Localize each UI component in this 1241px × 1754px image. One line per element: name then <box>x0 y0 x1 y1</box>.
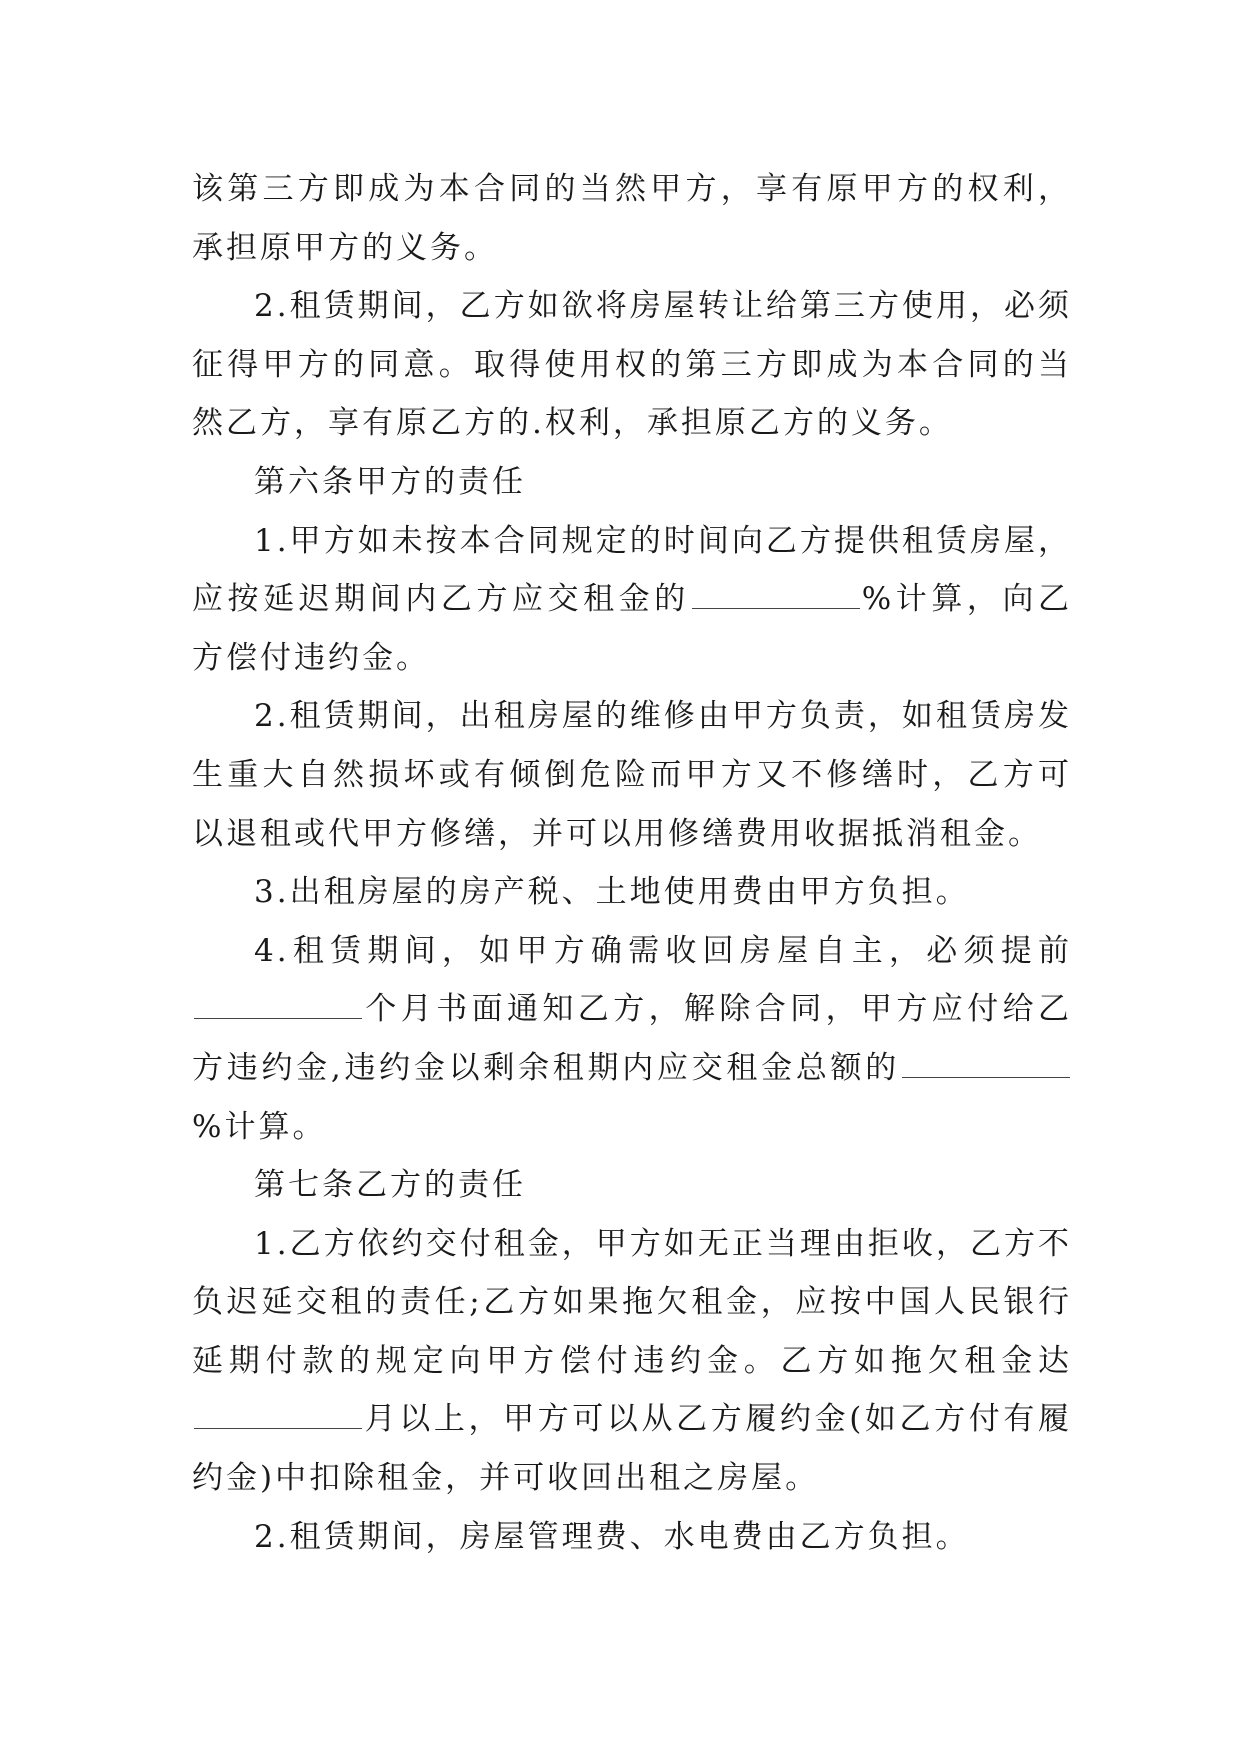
heading-text: 第六条甲方的责任 <box>254 463 526 500</box>
paragraph-continuation <box>192 160 1072 277</box>
fill-in-blank[interactable] <box>194 987 362 1019</box>
paragraph-text: 1.乙方依约交付租金，甲方如无正当理由拒收，乙方不负迟延交租的责任;乙方如果拖欠租金，应按中国人民银行延期付款的规定向甲方偿付违约金。乙方如拖欠租金达 <box>192 1225 1072 1379</box>
clause-6-4 <box>192 922 1072 1156</box>
paragraph-text: 1.甲方如未按本合同规定的时间向乙方提供租赁房屋，应按延迟期间内乙方应交租金的 <box>192 522 1072 618</box>
paragraph-text: 4.租赁期间，如甲方确需收回房屋自主，必须提前 <box>254 932 1072 969</box>
article-6-heading <box>192 453 1072 512</box>
paragraph-text: 2.租赁期间，房屋管理费、水电费由乙方负担。 <box>254 1518 970 1555</box>
clause-6-2 <box>192 687 1072 863</box>
fill-in-blank[interactable] <box>902 1046 1070 1078</box>
heading-text: 第七条乙方的责任 <box>254 1167 526 1204</box>
paragraph-text: 月以上，甲方可以从乙方履约金(如乙方付有履约金)中扣除租金，并可收回出租之房屋。 <box>192 1401 1072 1497</box>
paragraph-text: 2.租赁期间，出租房屋的维修由甲方负责，如租赁房发生重大自然损坏或有倾倒危险而甲方又不修缮时，乙方可以退租或代甲方修缮，并可以用修缮费用收据抵消租金。 <box>192 698 1072 852</box>
paragraph-text: %计算。 <box>192 1108 327 1145</box>
contract-body <box>192 160 1072 1566</box>
clause-5-2 <box>192 277 1072 453</box>
clause-7-1 <box>192 1215 1072 1508</box>
paragraph-text: 个月书面通知乙方，解除合同，甲方应付给乙方违约金,违约金以剩余租期内应交租金总额的 <box>192 991 1072 1086</box>
fill-in-blank[interactable] <box>194 1397 362 1429</box>
paragraph-text: 3.出租房屋的房产税、土地使用费由甲方负担。 <box>254 874 970 911</box>
clause-6-3 <box>192 863 1072 922</box>
article-7-heading <box>192 1156 1072 1215</box>
paragraph-text: %计算，向乙方偿付违约金。 <box>192 581 1072 676</box>
clause-6-1 <box>192 512 1072 688</box>
clause-7-2 <box>192 1508 1072 1567</box>
paragraph-text: 该第三方即成为本合同的当然甲方，享有原甲方的权利，承担原甲方的义务。 <box>192 171 1072 266</box>
fill-in-blank[interactable] <box>692 577 860 609</box>
paragraph-text: 2.租赁期间，乙方如欲将房屋转让给第三方使用，必须征得甲方的同意。取得使用权的第三方即成为本合同的当然乙方，享有原乙方的.权利，承担原乙方的义务。 <box>192 288 1072 442</box>
